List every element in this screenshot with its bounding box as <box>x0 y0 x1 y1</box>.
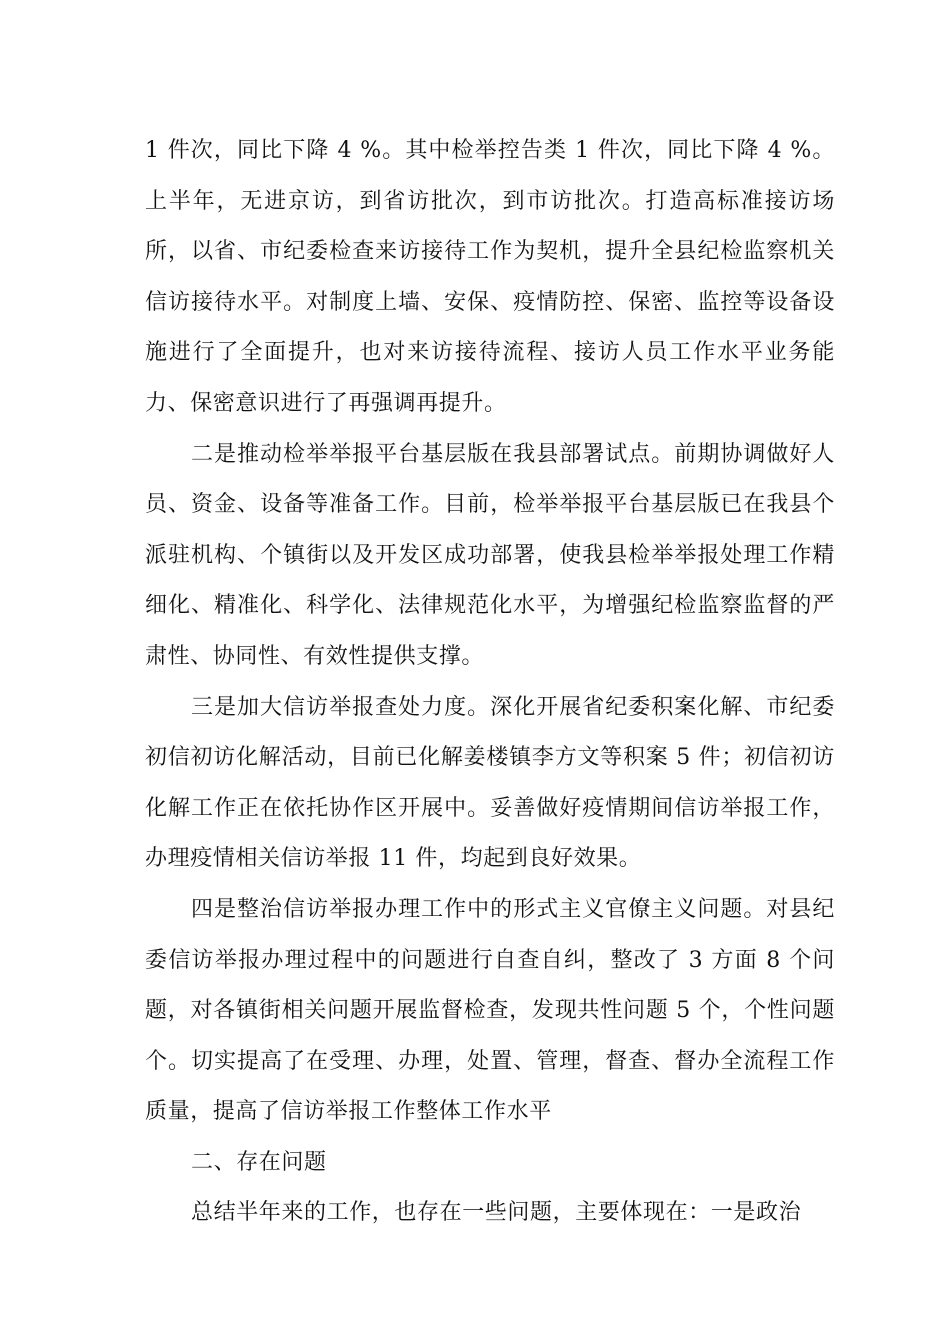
paragraph-problems-summary: 总结半年来的工作，也存在一些问题，主要体现在：一是政治 <box>191 1200 802 1226</box>
section-heading-problems: 二、存在问题 <box>191 1149 327 1175</box>
paragraph-platform-pilot: 二是推动检举举报平台基层版在我县部署试点。前期协调做好人员、资金、设备等准备工作。目前，检举举报平台基层版已在我县个派驻机构、个镇街以及开发区成功部署，使我县检举举报处理工作精细化、精准化、科学化、法律规范化水平，为增强纪检监察监督的严肃性、协同性、有效性提供支撑。 <box>145 441 835 669</box>
document-page <box>145 126 835 1239</box>
paragraph-formalism-rectification: 四是整治信访举报办理工作中的形式主义官僚主义问题。对县纪委信访举报办理过程中的问题进行自查自纠，整改了 3 方面 8 个问题，对各镇街相关问题开展监督检查，发现共性问题 5 个，个性问题个。切实提高了在受理、办理，处置、管理，督查、督办全流程工作质量，提高了信访举报工作整体工作水平 <box>145 896 835 1125</box>
paragraph-case-handling: 三是加大信访举报查处力度。深化开展省纪委积案化解、市纪委初信初访化解活动，目前已化解姜楼镇李方文等积案 5 件；初信初访化解工作正在依托协作区开展中。妥善做好疫情期间信访举报工作，办理疫情相关信访举报 11 件，均起到良好效果。 <box>145 694 835 872</box>
paragraph-report-intake: 1 件次，同比下降 4 %。其中检举控告类 1 件次，同比下降 4 %。上半年，无进京访，到省访批次，到市访批次。打造高标准接访场所，以省、市纪委检查来访接待工作为契机，提升全县纪检监察机关信访接待水平。对制度上墙、安保、疫情防控、保密、监控等设备设施进行了全面提升，也对来访接待流程、接访人员工作水平业务能力、保密意识进行了再强调再提升。 <box>145 138 835 416</box>
